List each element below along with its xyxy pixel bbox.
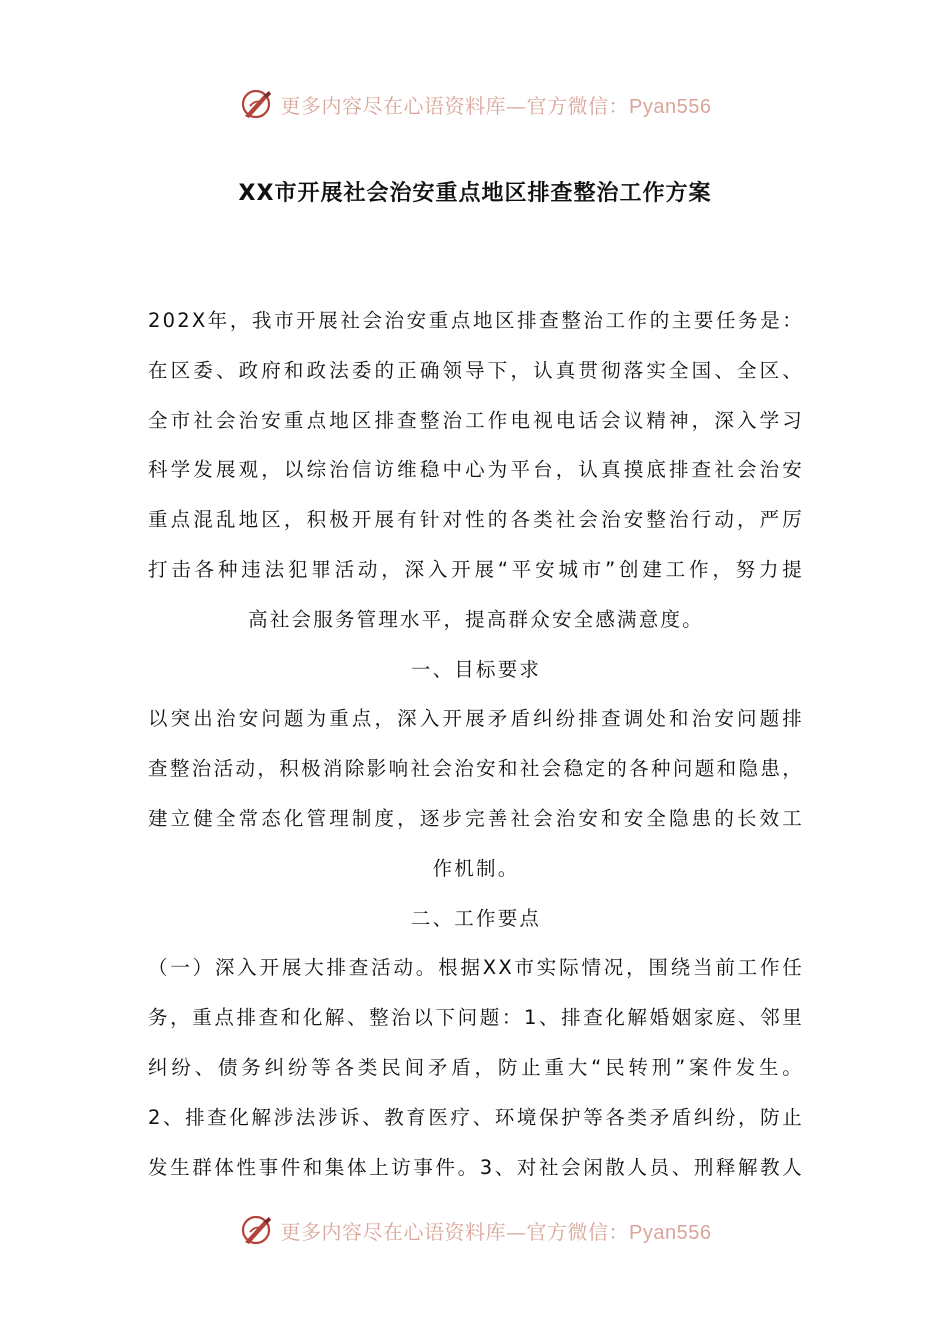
document-body (148, 296, 804, 1192)
watermark-header (0, 82, 950, 126)
paragraph-line: 发生群体性事件和集体上访事件。3、对社会闲散人员、刑释解教人 (148, 1155, 804, 1179)
watermark-wechat-id: Pyan556 (629, 1221, 712, 1244)
paragraph-line: 务，重点排查和化解、整治以下问题：1、排查化解婚姻家庭、邻里 (148, 1006, 804, 1030)
paragraph-line: 科学发展观，以综治信访维稳中心为平台，认真摸底排查社会治安 (148, 458, 804, 482)
pen-logo-icon (239, 1212, 275, 1248)
paragraph-line: 2、排查化解涉法涉诉、教育医疗、环境保护等各类矛盾纠纷，防止 (148, 1105, 804, 1129)
watermark-wechat-id: Pyan556 (629, 95, 712, 118)
paragraph-line: 以突出治安问题为重点，深入开展矛盾纠纷排查调处和治安问题排 (148, 707, 804, 731)
paragraph-line: 在区委、政府和政法委的正确领导下，认真贯彻落实全国、全区、 (148, 358, 804, 382)
watermark-text: 更多内容尽在心语资料库—官方微信：Pyan556 (280, 93, 712, 118)
watermark-footer (0, 1208, 950, 1252)
section-heading: 二、工作要点 (410, 906, 542, 930)
watermark-text: 更多内容尽在心语资料库—官方微信：Pyan556 (280, 1219, 712, 1244)
paragraph-line: 查整治活动，积极消除影响社会治安和社会稳定的各种问题和隐患， (148, 757, 804, 781)
section-heading: 作机制。 (432, 856, 520, 880)
paragraph-line: 202X年，我市开展社会治安重点地区排查整治工作的主要任务是： (148, 309, 804, 332)
section-heading: 一、目标要求 (410, 657, 542, 681)
document-title: XX市开展社会治安重点地区排查整治工作方案 (238, 181, 712, 206)
paragraph-line: （一）深入开展大排查活动。根据XX市实际情况，围绕当前工作任 (148, 956, 804, 980)
paragraph-line: 重点混乱地区，积极开展有针对性的各类社会治安整治行动，严厉 (148, 508, 804, 532)
paragraph-line: 全市社会治安重点地区排查整治工作电视电话会议精神，深入学习 (148, 408, 804, 432)
pen-logo-icon (239, 86, 275, 122)
paragraph-line: 高社会服务管理水平，提高群众安全感满意度。 (248, 607, 704, 631)
paragraph-line: 纠纷、债务纠纷等各类民间矛盾，防止重大“民转刑”案件发生。 (148, 1055, 804, 1079)
paragraph-line: 打击各种违法犯罪活动，深入开展“平安城市”创建工作，努力提 (148, 557, 804, 581)
paragraph-line: 建立健全常态化管理制度，逐步完善社会治安和安全隐患的长效工 (148, 806, 804, 830)
